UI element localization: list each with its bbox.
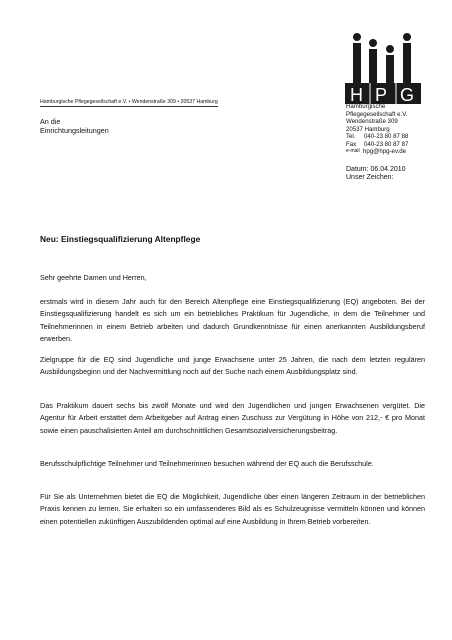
svg-text:H: H xyxy=(350,85,363,104)
paragraph-4-text: Berufsschulpflichtige Teilnehmer und Teilnehmerinnen besuchen während der EQ auch die Berufsschule. xyxy=(40,459,374,468)
org-fax xyxy=(346,141,408,149)
tel-label: Tel. xyxy=(346,133,356,140)
date-line: Datum: 06.04.2010 xyxy=(346,166,406,173)
org-telephone xyxy=(346,133,408,141)
recipient-line-1: An die xyxy=(40,117,61,126)
reference-line: Unser Zeichen: xyxy=(346,174,394,181)
paragraph-1-text: erstmals wird in diesem Jahr auch für den Bereich Altenpflege eine Einstiegsqualifizierung (EQ) angeboten. Bei der Einstiegsqualifizierung handelt es sich um ein betriebliches Praktikum für Jugendliche, in dem die Teilnehmer und Teilnehmerinnen in einem Betrieb arbeiten und dadurch Grundkenntnisse für einen anerkannten Ausbildungsberuf erwerben. xyxy=(40,297,425,344)
paragraph-4 xyxy=(40,458,425,470)
tel-value: 040-23 80 87 88 xyxy=(364,133,409,140)
email-value: hpg@hpg-ev.de xyxy=(363,148,407,155)
recipient-line-2: Einrichtungsleitungen xyxy=(40,126,109,135)
fax-value: 040-23 80 87 87 xyxy=(364,140,409,148)
org-name-line-2: Pflegegesellschaft e.V. xyxy=(346,110,408,118)
svg-text:P: P xyxy=(375,85,388,104)
svg-text:G: G xyxy=(400,85,415,104)
org-street: Wendenstraße 309 xyxy=(346,118,398,125)
letter-subject: Neu: Einstiegsqualifizierung Altenpflege xyxy=(40,234,201,244)
organization-address-block xyxy=(346,103,408,156)
paragraph-2-text: Zielgruppe für die EQ sind Jugendliche und junge Erwachsene unter 25 Jahren, die nach dem letzten regulären Ausbildungsbeginn und der Nachvermittlung noch auf der Suche nach einem Ausbildungsplatz sind. xyxy=(40,355,425,377)
paragraph-5 xyxy=(40,491,425,528)
org-email xyxy=(346,148,408,156)
org-name-line-1: Hamburgische xyxy=(346,103,386,110)
paragraph-3-text: Das Praktikum dauert sechs bis zwölf Monate und wird den Jugendlichen und jungen Erwachsenen vergütet. Die Agentur für Arbeit erstattet dem Arbeitgeber auf Antrag einen Zuschuss zur Vergütung in Höhe von 212,- € pro Monat sowie einen pauschalisierten Anteil am durchschnittlichen Gesamtsozialversicherungsbeitrag. xyxy=(40,401,425,435)
salutation: Sehr geehrte Damen und Herren, xyxy=(40,273,147,282)
paragraph-2 xyxy=(40,354,425,379)
paragraph-3 xyxy=(40,400,425,437)
paragraph-1 xyxy=(40,296,425,346)
fax-label: Fax xyxy=(346,140,357,148)
paragraph-5-text: Für Sie als Unternehmen bietet die EQ die Möglichkeit, Jugendliche über einen längeren Zeitraum in der betrieblichen Praxis kennen zu lernen. Sie erhalten so ein umfassenderes Bild als es Schulzeugnisse vermitteln können und können einen potentiellen zukünftigen Auszubildenden optimal auf eine Ausbildung in Ihrem Betrieb vorbereiten. xyxy=(40,492,425,526)
email-label: e-mail xyxy=(346,148,360,154)
sender-return-address: Hamburgische Pflegegesellschaft e.V. • Wendenstraße 309 • 20537 Hamburg xyxy=(40,99,218,105)
org-city: 20537 Hamburg xyxy=(346,125,390,133)
hpg-logo xyxy=(345,32,421,104)
